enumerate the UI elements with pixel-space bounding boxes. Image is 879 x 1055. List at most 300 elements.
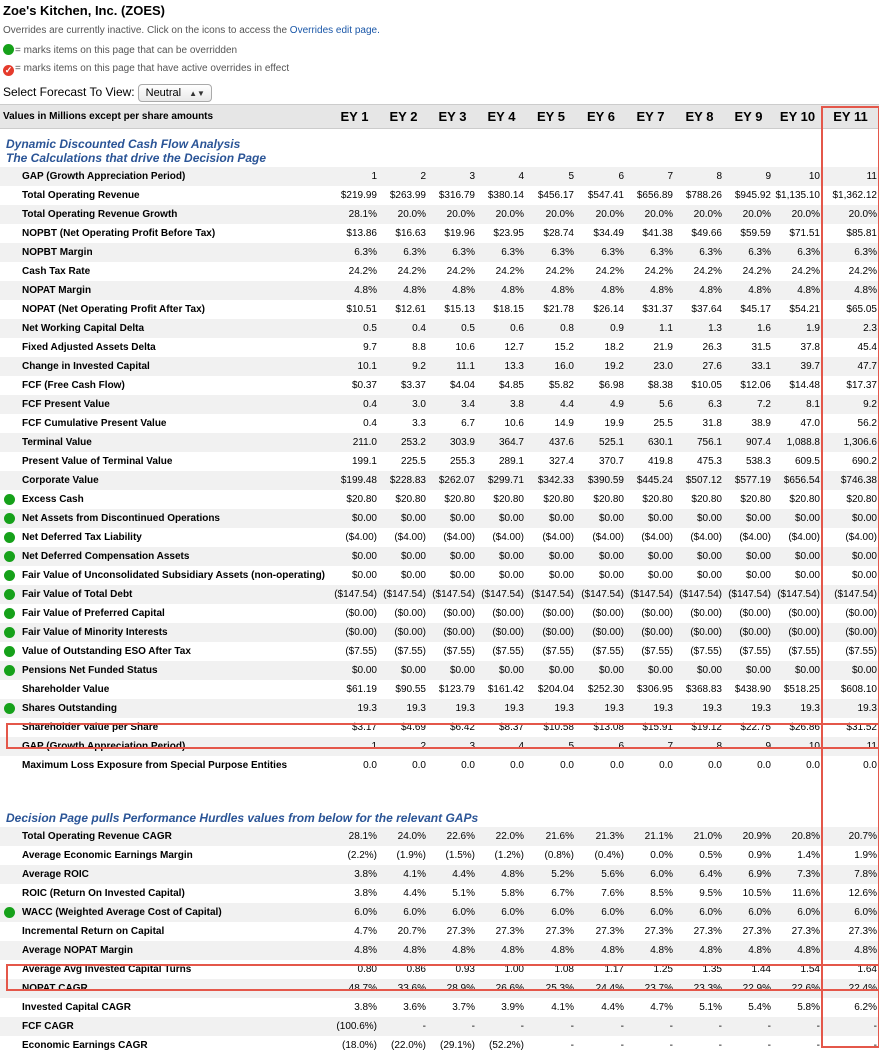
cell-ey9: $20.80 xyxy=(740,494,771,505)
cell-ey7: $41.38 xyxy=(642,228,673,239)
row-label: Total Operating Revenue xyxy=(22,190,140,201)
cell-ey5: ($7.55) xyxy=(542,646,574,657)
row-label: FCF (Free Cash Flow) xyxy=(22,380,125,391)
cell-ey9: 27.3% xyxy=(742,926,771,937)
table-row xyxy=(0,566,879,585)
cell-ey4: $0.00 xyxy=(498,570,524,581)
cell-ey8: $37.64 xyxy=(691,304,722,315)
row-label: Invested Capital CAGR xyxy=(22,1002,131,1013)
cell-ey3: ($4.00) xyxy=(443,532,475,543)
cell-ey7: 23.0 xyxy=(626,357,675,376)
cell-ey3: ($147.54) xyxy=(428,585,477,604)
cell-ey9: 31.5 xyxy=(751,342,771,353)
cell-ey1: ($0.00) xyxy=(345,608,377,619)
cell-ey11: ($7.55) xyxy=(845,646,877,657)
table-row xyxy=(0,903,879,922)
cell-ey3: 6.3% xyxy=(428,243,477,262)
cell-ey3: $262.07 xyxy=(428,471,477,490)
cell-ey2: (22.0%) xyxy=(390,1040,426,1051)
table-row xyxy=(0,604,879,623)
cell-ey7: 1.25 xyxy=(653,964,673,975)
cell-ey10: 7.3% xyxy=(773,865,822,884)
cell-ey1: 0.4 xyxy=(363,418,377,429)
table-row xyxy=(0,979,879,998)
cell-ey9: $577.19 xyxy=(724,471,773,490)
row-label: Average Avg Invested Capital Turns xyxy=(22,964,192,975)
override-dot-icon[interactable] xyxy=(4,646,15,657)
cell-ey4: 4.8% xyxy=(477,941,526,960)
cell-ey9: 20.0% xyxy=(724,205,773,224)
cell-ey9: $0.00 xyxy=(745,570,771,581)
cell-ey4: $4.85 xyxy=(498,380,524,391)
cell-ey2: $20.80 xyxy=(395,494,426,505)
cell-ey1: 3.8% xyxy=(354,1002,377,1013)
table-row xyxy=(0,737,879,756)
cell-ey6: 4.8% xyxy=(576,281,626,300)
cell-ey8: 26.3 xyxy=(702,342,722,353)
cell-ey7: 419.8 xyxy=(647,456,673,467)
cell-ey10: ($0.00) xyxy=(788,608,820,619)
cell-ey9: 6.0% xyxy=(724,903,773,922)
cell-ey3: $15.13 xyxy=(444,304,475,315)
updown-arrow-icon: ▲▼ xyxy=(189,89,205,98)
cell-ey9: 10.5% xyxy=(742,888,771,899)
cell-ey8: 8 xyxy=(675,737,724,756)
cell-ey11: $746.38 xyxy=(822,471,879,490)
cell-ey5: $28.74 xyxy=(543,228,574,239)
cell-ey1: 9.7 xyxy=(363,342,377,353)
cell-ey1: 6.3% xyxy=(330,243,379,262)
cell-ey10: $0.00 xyxy=(773,509,822,528)
cell-ey6: $0.00 xyxy=(576,661,626,680)
column-header-ey10: EY 10 xyxy=(773,105,822,129)
cell-ey9: $438.90 xyxy=(734,684,771,695)
table-row xyxy=(0,357,879,376)
table-row xyxy=(0,528,879,547)
cell-ey4: $18.15 xyxy=(493,304,524,315)
cell-ey5: - xyxy=(570,1040,574,1051)
cell-ey5: 5.2% xyxy=(526,865,576,884)
cell-ey3: 3 xyxy=(428,737,477,756)
cell-ey2: $228.83 xyxy=(379,471,428,490)
override-dot-icon[interactable] xyxy=(4,494,15,505)
table-row xyxy=(0,547,879,566)
column-header-ey3: EY 3 xyxy=(428,105,477,129)
cell-ey6: 6 xyxy=(576,167,626,186)
cell-ey3: $0.00 xyxy=(428,509,477,528)
column-header-ey1: EY 1 xyxy=(330,105,379,129)
cell-ey8: 6.4% xyxy=(675,865,724,884)
row-label: Fixed Adjusted Assets Delta xyxy=(22,342,156,353)
cell-ey5: $204.04 xyxy=(537,684,574,695)
cell-ey4: 6.0% xyxy=(477,903,526,922)
row-label: WACC (Weighted Average Cost of Capital) xyxy=(0,903,330,922)
row-label: FCF Present Value xyxy=(0,395,330,414)
cell-ey6: $252.30 xyxy=(587,684,624,695)
cell-ey9: $945.92 xyxy=(734,190,771,201)
table-row xyxy=(0,642,879,661)
cell-ey11: 1,306.6 xyxy=(822,433,879,452)
cell-ey10: 1.9 xyxy=(773,319,822,338)
cell-ey2: 4.1% xyxy=(379,865,428,884)
cell-ey5: ($0.00) xyxy=(542,608,574,619)
column-header-ey9: EY 9 xyxy=(724,105,773,129)
cell-ey11: 11 xyxy=(822,167,879,186)
legend-red: ✓ = marks items on this page that have active overrides in effect xyxy=(4,63,290,75)
forecast-select[interactable]: Neutral ▲▼ xyxy=(138,84,212,102)
cell-ey9: ($4.00) xyxy=(739,532,771,543)
cell-ey2: $263.99 xyxy=(389,190,426,201)
override-dot-icon[interactable] xyxy=(4,589,15,600)
cell-ey10: 5.8% xyxy=(797,1002,820,1013)
row-label: NOPAT (Net Operating Profit After Tax) xyxy=(22,304,205,315)
row-label: GAP (Growth Appreciation Period) xyxy=(0,737,330,756)
cell-ey5: $21.78 xyxy=(543,304,574,315)
cell-ey2: (1.9%) xyxy=(396,850,426,861)
cell-ey7: 4.7% xyxy=(650,1002,673,1013)
cell-ey3: 24.2% xyxy=(446,266,475,277)
cell-ey6: 20.0% xyxy=(576,205,626,224)
cell-ey5: 14.9 xyxy=(554,418,574,429)
cell-ey5: - xyxy=(526,1017,576,1036)
cell-ey5: $456.17 xyxy=(537,190,574,201)
cell-ey3: 22.6% xyxy=(428,827,477,846)
cell-ey6: ($147.54) xyxy=(576,585,626,604)
cell-ey8: $0.00 xyxy=(675,547,724,566)
cell-ey1: $61.19 xyxy=(346,684,377,695)
cell-ey6: 18.2 xyxy=(604,342,624,353)
row-label: Shares Outstanding xyxy=(0,699,330,718)
cell-ey1: 6.0% xyxy=(330,903,379,922)
cell-ey8: 27.6 xyxy=(675,357,724,376)
cell-ey6: 525.1 xyxy=(576,433,626,452)
cell-ey2: 24.2% xyxy=(397,266,426,277)
cell-ey7: 25.5 xyxy=(653,418,673,429)
cell-ey11: $65.05 xyxy=(846,304,877,315)
cell-ey8: $788.26 xyxy=(685,190,722,201)
cell-ey3: 3 xyxy=(428,167,477,186)
override-dot-icon[interactable] xyxy=(4,551,15,562)
cell-ey8: - xyxy=(718,1040,722,1051)
cell-ey7: $15.91 xyxy=(642,722,673,733)
cell-ey2: $3.37 xyxy=(400,380,426,391)
section-dcf xyxy=(0,129,879,168)
cell-ey10: 6.3% xyxy=(773,243,822,262)
cell-ey1: 3.8% xyxy=(330,865,379,884)
table-row xyxy=(0,585,879,604)
cell-ey3: 5.1% xyxy=(452,888,475,899)
section-hurdles xyxy=(0,789,879,827)
cell-ey8: 0.0 xyxy=(708,760,722,771)
cell-ey9: 0.9% xyxy=(748,850,771,861)
cell-ey3: (1.5%) xyxy=(445,850,475,861)
cell-ey1: 24.2% xyxy=(348,266,377,277)
cell-ey6: 19.2 xyxy=(576,357,626,376)
cell-ey3: $0.00 xyxy=(428,547,477,566)
cell-ey2: ($7.55) xyxy=(394,646,426,657)
cell-ey8: $19.12 xyxy=(691,722,722,733)
cell-ey10: $0.00 xyxy=(773,661,822,680)
cell-ey8: ($147.54) xyxy=(675,585,724,604)
cell-ey4: 1.00 xyxy=(504,964,524,975)
cell-ey2: ($0.00) xyxy=(394,608,426,619)
cell-ey11: ($0.00) xyxy=(822,623,879,642)
cell-ey11: 20.7% xyxy=(822,827,879,846)
cell-ey10: 609.5 xyxy=(794,456,820,467)
cell-ey3: $0.00 xyxy=(428,661,477,680)
row-label: Average Economic Earnings Margin xyxy=(22,850,193,861)
cell-ey6: 4.4% xyxy=(601,1002,624,1013)
table-row xyxy=(0,960,879,979)
cell-ey6: ($7.55) xyxy=(592,646,624,657)
cell-ey4: 22.0% xyxy=(477,827,526,846)
cell-ey1: 1 xyxy=(330,167,379,186)
table-row xyxy=(0,167,879,186)
cell-ey2: $16.63 xyxy=(395,228,426,239)
cell-ey2: 6.3% xyxy=(379,243,428,262)
section-hurdles-title: Decision Page pulls Performance Hurdles values from below for the relevant GAPs xyxy=(6,811,479,825)
cell-ey1: (100.6%) xyxy=(330,1017,379,1036)
cell-ey10: 4.8% xyxy=(773,281,822,300)
cell-ey9: 33.1 xyxy=(724,357,773,376)
cell-ey5: 15.2 xyxy=(554,342,574,353)
cell-ey6: 370.7 xyxy=(598,456,624,467)
cell-ey1: 48.7% xyxy=(330,979,379,998)
cell-ey4: (52.2%) xyxy=(488,1040,524,1051)
cell-ey4: 4 xyxy=(477,737,526,756)
cell-ey7: 6.0% xyxy=(626,865,675,884)
cell-ey6: 1.17 xyxy=(604,964,624,975)
override-dot-icon[interactable] xyxy=(4,627,15,638)
cell-ey3: ($0.00) xyxy=(428,623,477,642)
cell-ey9: 19.3 xyxy=(724,699,773,718)
cell-ey3: 4.8% xyxy=(428,281,477,300)
cell-ey1: (18.0%) xyxy=(341,1040,377,1051)
cell-ey7: 19.3 xyxy=(626,699,675,718)
cell-ey11: 1.64 xyxy=(857,964,877,975)
cell-ey10: 20.0% xyxy=(773,205,822,224)
cell-ey6: $0.00 xyxy=(576,509,626,528)
cell-ey4: 26.6% xyxy=(477,979,526,998)
cell-ey6: 5.6% xyxy=(576,865,626,884)
cell-ey3: $316.79 xyxy=(438,190,475,201)
cell-ey10: $1,135.10 xyxy=(775,190,820,201)
cell-ey8: 21.0% xyxy=(675,827,724,846)
cell-ey2: 2 xyxy=(379,737,428,756)
cell-ey1: 28.1% xyxy=(330,205,379,224)
row-label: Net Assets from Discontinued Operations xyxy=(0,509,330,528)
cell-ey8: $20.80 xyxy=(691,494,722,505)
override-dot-icon[interactable] xyxy=(4,570,15,581)
cell-ey7: 6.0% xyxy=(626,903,675,922)
cell-ey1: 3.8% xyxy=(354,888,377,899)
override-dot-icon[interactable] xyxy=(4,907,15,918)
table-row xyxy=(0,623,879,642)
cell-ey8: $49.66 xyxy=(691,228,722,239)
cell-ey8: ($0.00) xyxy=(690,608,722,619)
table-row xyxy=(0,941,879,960)
cell-ey7: $31.37 xyxy=(642,304,673,315)
table-row xyxy=(0,756,879,775)
cell-ey5: 27.3% xyxy=(545,926,574,937)
cell-ey10: 20.8% xyxy=(773,827,822,846)
cell-ey9: ($0.00) xyxy=(724,623,773,642)
cell-ey10: $71.51 xyxy=(789,228,820,239)
overrides-edit-link[interactable]: Overrides edit page. xyxy=(289,25,380,36)
cell-ey7: $0.00 xyxy=(647,570,673,581)
cell-ey5: $10.58 xyxy=(543,722,574,733)
cell-ey5: 19.3 xyxy=(526,699,576,718)
cell-ey8: - xyxy=(675,1017,724,1036)
cell-ey1: $0.00 xyxy=(330,509,379,528)
cell-ey1: 4.7% xyxy=(354,926,377,937)
cell-ey6: 24.4% xyxy=(576,979,626,998)
table-row xyxy=(0,998,879,1017)
cell-ey7: 7 xyxy=(626,167,675,186)
override-dot-icon[interactable] xyxy=(4,513,15,524)
cell-ey9: 22.9% xyxy=(724,979,773,998)
red-check-icon: ✓ xyxy=(4,65,13,75)
cell-ey8: $0.00 xyxy=(675,509,724,528)
cell-ey6: $547.41 xyxy=(587,190,624,201)
cell-ey1: 28.1% xyxy=(330,827,379,846)
override-dot-icon[interactable] xyxy=(4,665,15,676)
cell-ey4: 4.8% xyxy=(477,281,526,300)
cell-ey7: 24.2% xyxy=(644,266,673,277)
cell-ey6: 0.9 xyxy=(576,319,626,338)
row-label: Value of Outstanding ESO After Tax xyxy=(0,642,330,661)
cell-ey7: 27.3% xyxy=(644,926,673,937)
cell-ey3: 255.3 xyxy=(449,456,475,467)
cell-ey9: 4.8% xyxy=(724,941,773,960)
cell-ey10: $0.00 xyxy=(794,570,820,581)
cell-ey11: $0.00 xyxy=(822,661,879,680)
cell-ey1: $0.00 xyxy=(330,547,379,566)
cell-ey2: 4.8% xyxy=(379,941,428,960)
row-label: ROIC (Return On Invested Capital) xyxy=(22,888,185,899)
cell-ey7: 0.0 xyxy=(659,760,673,771)
cell-ey5: $0.00 xyxy=(526,661,576,680)
row-label: Change in Invested Capital xyxy=(0,357,330,376)
cell-ey3: $19.96 xyxy=(444,228,475,239)
cell-ey6: 6 xyxy=(576,737,626,756)
cell-ey5: 24.2% xyxy=(545,266,574,277)
cell-ey4: - xyxy=(477,1017,526,1036)
cell-ey4: 5.8% xyxy=(501,888,524,899)
cell-ey7: $656.89 xyxy=(636,190,673,201)
cell-ey7: ($0.00) xyxy=(641,608,673,619)
cell-ey3: 4.8% xyxy=(428,941,477,960)
cell-ey11: 690.2 xyxy=(851,456,877,467)
cell-ey10: $54.21 xyxy=(789,304,820,315)
cell-ey5: 0.0 xyxy=(560,760,574,771)
cell-ey5: 4.1% xyxy=(551,1002,574,1013)
cell-ey7: ($147.54) xyxy=(626,585,675,604)
override-dot-icon[interactable] xyxy=(4,608,15,619)
cell-ey11: 6.2% xyxy=(854,1002,877,1013)
cell-ey11: $608.10 xyxy=(840,684,877,695)
cell-ey9: 538.3 xyxy=(745,456,771,467)
cell-ey2: ($4.00) xyxy=(394,532,426,543)
cell-ey8: 1.35 xyxy=(702,964,722,975)
cell-ey4: 4.8% xyxy=(477,865,526,884)
cell-ey6: - xyxy=(620,1040,624,1051)
cell-ey3: $4.04 xyxy=(449,380,475,391)
cell-ey6: 6.0% xyxy=(576,903,626,922)
cell-ey11: 47.7 xyxy=(822,357,879,376)
cell-ey9: 4.8% xyxy=(724,281,773,300)
cell-ey2: 20.0% xyxy=(379,205,428,224)
cell-ey9: 9 xyxy=(724,167,773,186)
cell-ey1: 4.8% xyxy=(330,281,379,300)
row-label: NOPAT Margin xyxy=(0,281,330,300)
cell-ey5: $5.82 xyxy=(548,380,574,391)
cell-ey5: ($147.54) xyxy=(526,585,576,604)
cell-ey2: ($0.00) xyxy=(379,623,428,642)
cell-ey11: $0.00 xyxy=(822,547,879,566)
cell-ey1: 10.1 xyxy=(330,357,379,376)
cell-ey6: $0.00 xyxy=(576,547,626,566)
cell-ey10: 47.0 xyxy=(800,418,820,429)
cell-ey6: $390.59 xyxy=(576,471,626,490)
override-dot-icon[interactable] xyxy=(4,532,15,543)
cell-ey9: 24.2% xyxy=(742,266,771,277)
cell-ey7: 23.7% xyxy=(626,979,675,998)
table-row xyxy=(0,718,879,737)
cell-ey6: ($0.00) xyxy=(592,608,624,619)
cell-ey9: ($7.55) xyxy=(739,646,771,657)
cell-ey3: (29.1%) xyxy=(439,1040,475,1051)
cell-ey9: 20.9% xyxy=(724,827,773,846)
cell-ey8: 24.2% xyxy=(693,266,722,277)
cell-ey10: 1.54 xyxy=(800,964,820,975)
cell-ey6: ($4.00) xyxy=(592,532,624,543)
cell-ey1: $219.99 xyxy=(340,190,377,201)
cell-ey1: 0.4 xyxy=(330,395,379,414)
cell-ey8: $0.00 xyxy=(675,661,724,680)
cell-ey11: $31.52 xyxy=(846,722,877,733)
cell-ey2: 0.4 xyxy=(379,319,428,338)
row-label: Net Deferred Tax Liability xyxy=(0,528,330,547)
cell-ey7: $0.00 xyxy=(626,509,675,528)
table-row xyxy=(0,376,879,395)
cell-ey11: 6.3% xyxy=(822,243,879,262)
row-label: NOPAT CAGR xyxy=(0,979,330,998)
cell-ey8: 23.3% xyxy=(675,979,724,998)
cell-ey5: 327.4 xyxy=(548,456,574,467)
row-label: Net Deferred Compensation Assets xyxy=(0,547,330,566)
cell-ey10: - xyxy=(773,1017,822,1036)
legend-green: = marks items on this page that can be overridden xyxy=(3,44,237,56)
cell-ey2: 20.7% xyxy=(397,926,426,937)
cell-ey4: 3.8 xyxy=(477,395,526,414)
cell-ey3: 6.0% xyxy=(428,903,477,922)
cell-ey3: 6.7 xyxy=(461,418,475,429)
cell-ey7: $0.00 xyxy=(626,547,675,566)
cell-ey11: 45.4 xyxy=(857,342,877,353)
cell-ey9: $0.00 xyxy=(724,509,773,528)
cell-ey11: 11 xyxy=(822,737,879,756)
cell-ey5: $20.80 xyxy=(543,494,574,505)
cell-ey7: 5.6 xyxy=(626,395,675,414)
cell-ey5: $0.00 xyxy=(526,509,576,528)
override-dot-icon[interactable] xyxy=(4,703,15,714)
cell-ey2: 6.0% xyxy=(379,903,428,922)
cell-ey2: 3.3 xyxy=(412,418,426,429)
cell-ey1: 199.1 xyxy=(351,456,377,467)
cell-ey2: 253.2 xyxy=(379,433,428,452)
row-label: Present Value of Terminal Value xyxy=(22,456,173,467)
